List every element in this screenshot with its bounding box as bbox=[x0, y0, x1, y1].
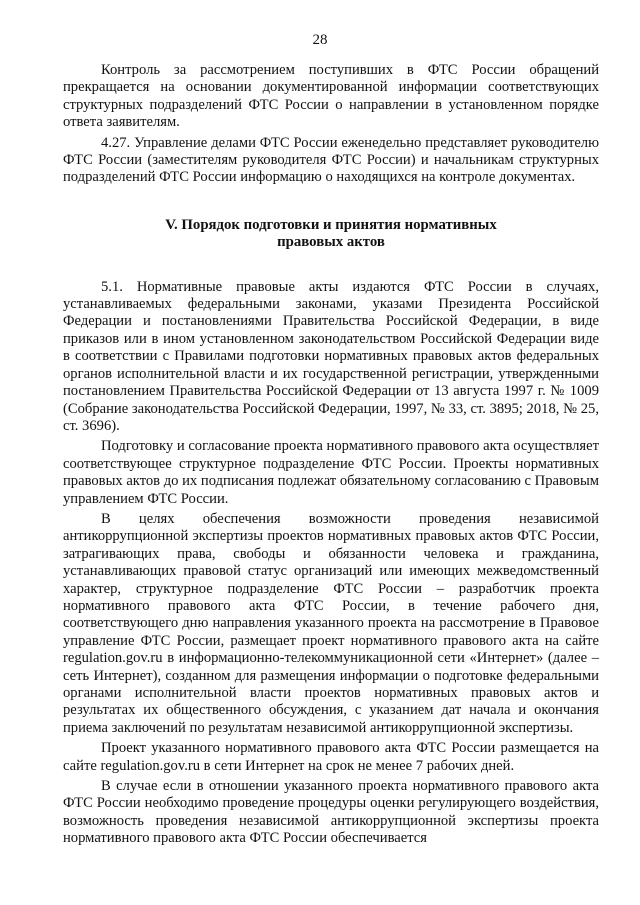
paragraph-anticorruption-expertise: В целях обеспечения возможности проведения независимой антикоррупционной экспертизы проектов нормативных правовых актов ФТС России, затрагивающих права, свободы и обязанности человека и гражданина, устанавливающих правовой статус организаций или имеющих межведомственный характер, структурное подразделение ФТС России – разработчик проекта нормативного правового акта ФТС России, в течение рабочего дня, соответствующего дню направления указанного проекта на рассмотрение в Правовое управление ФТС России, размещает проект нормативного правового акта на сайте regulation.gov.ru в информационно-телекоммуникационной сети «Интернет» (далее – сеть Интернет), созданном для размещения информации о подготовке федеральными органами исполнительной власти проектов нормативных правовых актов и результатах их общественного обсуждения, с указанием дат начала и окончания приема заключений по результатам независимой антикоррупционной экспертизы. bbox=[63, 510, 599, 736]
document-body bbox=[63, 62, 599, 848]
paragraph-placement-term: Проект указанного нормативного правового акта ФТС России размещается на сайте regulation.gov.ru в сети Интернет на срок не менее 7 рабочих дней. bbox=[63, 740, 599, 774]
paragraph-5-1: 5.1. Нормативные правовые акты издаются ФТС России в случаях, устанавливаемых федеральными законами, указами Президента Российской Федерации и постановлениями Правительства Российской Федерации, в виде приказов или в ином установленном законодательством Российской Федерации виде в соответствии с Правилами подготовки нормативных правовых актов федеральных органов исполнительной власти и их государственной регистрации, утвержденными постановлением Правительства Российской Федерации от 13 августа 1997 г. № 1009 (Собрание законодательства Российской Федерации, 1997, № 33, ст. 3895; 2018, № 25, ст. 3696). bbox=[63, 278, 599, 434]
section-heading-line-2: правовых актов bbox=[277, 234, 385, 251]
paragraph-control-termination: Контроль за рассмотрением поступивших в ФТС России обращений прекращается на основании документированной информации соответствующих структурных подразделений ФТС России о направлении в установленном порядке ответа заявителям. bbox=[63, 62, 599, 131]
section-heading bbox=[63, 217, 599, 252]
section-heading-line-1: V. Порядок подготовки и принятия нормативных bbox=[165, 216, 497, 233]
paragraph-preparation-approval: Подготовку и согласование проекта нормативного правового акта осуществляет соответствующее структурное подразделение ФТС России. Проекты нормативных правовых актов до их подписания подлежат обязательному согласованию с Правовым управлением ФТС России. bbox=[63, 438, 599, 507]
paragraph-regulatory-impact: В случае если в отношении указанного проекта нормативного правового акта ФТС России необходимо проведение процедуры оценки регулирующего воздействия, возможность проведения независимой антикоррупционной экспертизы проекта нормативного правового акта ФТС России обеспечивается bbox=[63, 778, 599, 847]
page-number: 28 bbox=[312, 32, 328, 48]
paragraph-4-27: 4.27. Управление делами ФТС России еженедельно представляет руководителю ФТС России (заместителям руководителя ФТС России) и начальникам структурных подразделений ФТС России информацию о находящихся на контроле документах. bbox=[63, 134, 599, 186]
